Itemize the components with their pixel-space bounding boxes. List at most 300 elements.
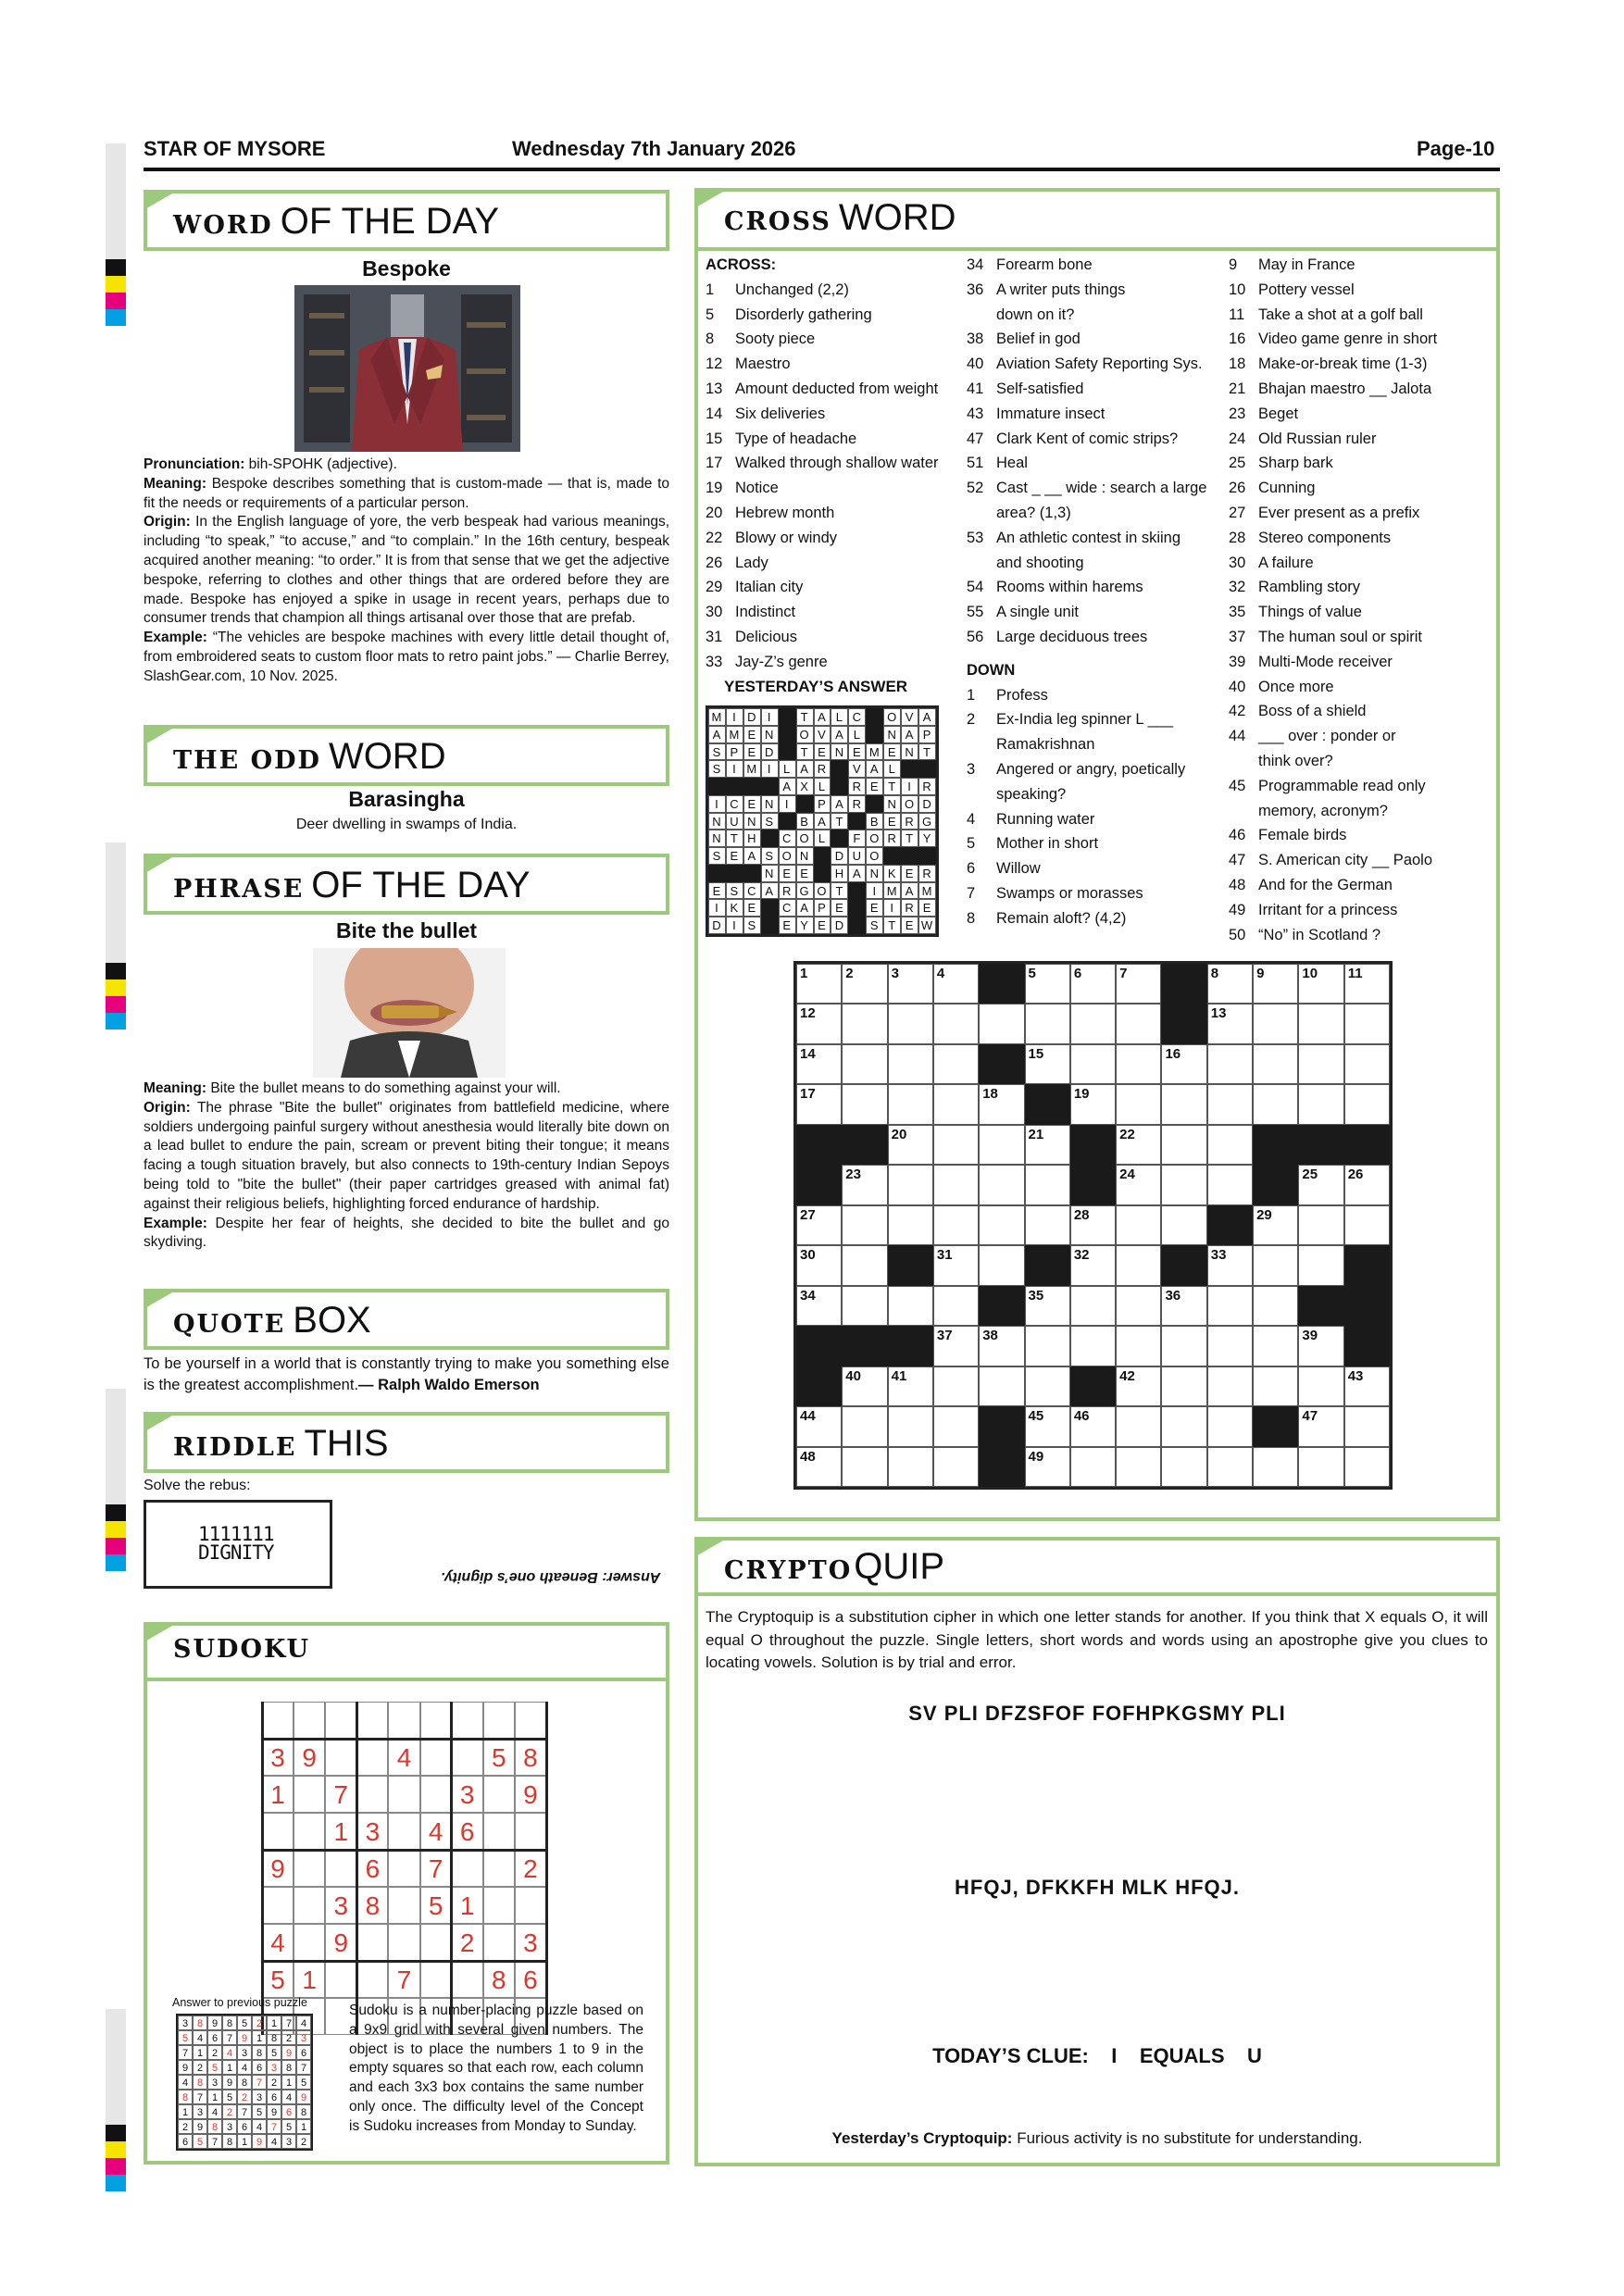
- crossword-cell[interactable]: [933, 1286, 979, 1326]
- crossword-cell[interactable]: [1298, 1044, 1343, 1084]
- cell-number: 13: [1210, 1005, 1227, 1022]
- clue-text: Hebrew month: [735, 504, 835, 521]
- crossword-cell[interactable]: [1344, 1165, 1390, 1204]
- sudoku-grid[interactable]: [262, 1702, 546, 2035]
- sudoku-empty-cell[interactable]: [420, 1739, 452, 1776]
- sudoku-empty-cell[interactable]: [294, 1850, 325, 1887]
- sudoku-empty-cell[interactable]: [483, 1887, 515, 1924]
- sudoku-empty-cell[interactable]: [262, 1887, 294, 1924]
- answer-cell: [796, 847, 814, 865]
- answer-cell: [848, 743, 866, 761]
- answer-cell: [796, 917, 814, 934]
- crossword-cell[interactable]: [979, 1084, 1024, 1124]
- sudoku-empty-cell[interactable]: [356, 1924, 388, 1961]
- sudoku-empty-cell[interactable]: [325, 1739, 356, 1776]
- answer-cell: [918, 847, 936, 865]
- answer-cell: [901, 865, 918, 882]
- crossword-cell[interactable]: [888, 1447, 933, 1487]
- crossword-cell[interactable]: [1116, 1004, 1161, 1043]
- answer-cell: [901, 899, 918, 917]
- clue: [706, 551, 956, 576]
- section-title: CROSS WORD: [724, 197, 956, 238]
- sudoku-empty-cell[interactable]: [388, 1776, 419, 1813]
- sudoku-empty-cell[interactable]: [388, 1924, 419, 1961]
- crossword-cell[interactable]: [1207, 1286, 1253, 1326]
- crossword-cell[interactable]: [1025, 1165, 1070, 1204]
- sudoku-empty-cell[interactable]: [452, 1850, 483, 1887]
- crossword-cell[interactable]: [979, 1245, 1024, 1285]
- sudoku-empty-cell[interactable]: [420, 1924, 452, 1961]
- answer-cell: [901, 882, 918, 900]
- crossword-cell[interactable]: [1025, 1326, 1070, 1366]
- clue: [706, 352, 956, 377]
- previous-sudoku-cell: 1: [252, 2030, 267, 2045]
- crossword-cell[interactable]: [1025, 1286, 1070, 1326]
- crossword-cell[interactable]: [1207, 1245, 1253, 1285]
- sudoku-empty-cell[interactable]: [356, 1961, 388, 1998]
- crossword-cell[interactable]: [888, 1286, 933, 1326]
- sudoku-empty-cell[interactable]: [325, 1961, 356, 1998]
- crossword-cell[interactable]: [1207, 1366, 1253, 1406]
- clue: [967, 600, 1235, 625]
- clue-number: 8: [967, 909, 976, 927]
- clue-text: Self-satisfied: [996, 380, 1084, 397]
- crossword-cell[interactable]: [1253, 1326, 1298, 1366]
- crossword-cell[interactable]: [1253, 1004, 1298, 1043]
- crossword-black-cell: [979, 964, 1024, 1004]
- crossword-cell[interactable]: [1253, 1084, 1298, 1124]
- answer-cell: [831, 795, 848, 813]
- crossword-cell[interactable]: [1298, 1366, 1343, 1406]
- sudoku-empty-cell[interactable]: [356, 1776, 388, 1813]
- crossword-cell[interactable]: [888, 1004, 933, 1043]
- crossword-cell[interactable]: [933, 1084, 979, 1124]
- crossword-cell[interactable]: [1344, 1044, 1390, 1084]
- sudoku-empty-cell[interactable]: [262, 1702, 294, 1739]
- crossword-cell[interactable]: [1161, 1286, 1206, 1326]
- sudoku-empty-cell[interactable]: [294, 1776, 325, 1813]
- crossword-cell[interactable]: [933, 1044, 979, 1084]
- answer-cell: [883, 778, 901, 795]
- crossword-cell[interactable]: [1207, 1084, 1253, 1124]
- sudoku-empty-cell[interactable]: [452, 1739, 483, 1776]
- crossword-cell[interactable]: [1070, 1406, 1116, 1446]
- print-swatch: [106, 1521, 126, 1538]
- clue: [1229, 774, 1497, 799]
- crossword-cell[interactable]: [1344, 1366, 1390, 1406]
- clue: [1229, 799, 1497, 824]
- crossword-cell[interactable]: [1207, 1044, 1253, 1084]
- clue: [706, 427, 956, 452]
- clue-text: Unchanged (2,2): [735, 281, 849, 298]
- clue-number: 20: [706, 504, 723, 521]
- answer-cell: [726, 813, 743, 830]
- clue: [1229, 923, 1497, 948]
- crossword-cell[interactable]: [933, 1366, 979, 1406]
- crossword-cell[interactable]: [1207, 1004, 1253, 1043]
- crossword-cell[interactable]: [1207, 1447, 1253, 1487]
- sudoku-empty-cell[interactable]: [420, 1702, 452, 1739]
- crossword-cell[interactable]: [796, 964, 842, 1004]
- crossword-cell[interactable]: [933, 1245, 979, 1285]
- clue-text: Pottery vessel: [1258, 281, 1355, 298]
- crossword-cell[interactable]: [888, 1125, 933, 1165]
- crossword-cell[interactable]: [1298, 1406, 1343, 1446]
- crossword-cell[interactable]: [1253, 1286, 1298, 1326]
- answer-cell: [883, 882, 901, 900]
- section-title: QUOTE BOX: [173, 1300, 371, 1341]
- answer-cell: [726, 899, 743, 917]
- crossword-cell[interactable]: [888, 964, 933, 1004]
- sudoku-empty-cell[interactable]: [420, 1776, 452, 1813]
- crossword-cell[interactable]: [842, 1004, 887, 1043]
- crossword-cell[interactable]: [1070, 1286, 1116, 1326]
- answer-cell: [918, 743, 936, 761]
- sudoku-empty-cell[interactable]: [388, 1702, 419, 1739]
- crossword-cell[interactable]: [1070, 1004, 1116, 1043]
- crossword-cell[interactable]: [1298, 1326, 1343, 1366]
- crossword-cell[interactable]: [1070, 1044, 1116, 1084]
- crossword-cell[interactable]: [1025, 964, 1070, 1004]
- answer-cell: [796, 708, 814, 726]
- crossword-cell[interactable]: [979, 1205, 1024, 1245]
- crossword-cell[interactable]: [979, 1125, 1024, 1165]
- crossword-cell[interactable]: [1116, 964, 1161, 1004]
- answer-cell: [761, 917, 779, 934]
- previous-sudoku-cell: 9: [207, 2015, 222, 2030]
- sudoku-empty-cell[interactable]: [294, 1813, 325, 1850]
- crossword-cell[interactable]: [1116, 1125, 1161, 1165]
- crossword-cell[interactable]: [1253, 964, 1298, 1004]
- sudoku-empty-cell[interactable]: [483, 1850, 515, 1887]
- answer-letter: A: [818, 710, 827, 724]
- crossword-cell[interactable]: [888, 1165, 933, 1204]
- answer-cell: [866, 917, 883, 934]
- crossword-cell[interactable]: [888, 1366, 933, 1406]
- sudoku-empty-cell[interactable]: [262, 1813, 294, 1850]
- crossword-cell[interactable]: [1207, 1165, 1253, 1204]
- clue: [967, 253, 1235, 278]
- crossword-cell[interactable]: [1116, 1447, 1161, 1487]
- crossword-cell[interactable]: [1161, 1406, 1206, 1446]
- clue-number: 53: [967, 529, 984, 546]
- crossword-cell[interactable]: [796, 1004, 842, 1043]
- clue-number: 54: [967, 579, 984, 596]
- sudoku-empty-cell[interactable]: [483, 1776, 515, 1813]
- answer-letter: E: [922, 901, 932, 916]
- answer-cell: [796, 813, 814, 830]
- sudoku-empty-cell[interactable]: [483, 1702, 515, 1739]
- answer-letter: N: [712, 814, 722, 829]
- crossword-cell[interactable]: [796, 1447, 842, 1487]
- sudoku-empty-cell[interactable]: [515, 1813, 546, 1850]
- crossword-cell[interactable]: [1070, 1447, 1116, 1487]
- crossword-cell[interactable]: [1207, 1406, 1253, 1446]
- sudoku-empty-cell[interactable]: [452, 1702, 483, 1739]
- answer-cell: [708, 899, 726, 917]
- clue-number: 25: [1229, 455, 1246, 472]
- sudoku-empty-cell[interactable]: [325, 1702, 356, 1739]
- sudoku-description: Sudoku is a number-placing puzzle based on a 9x9 grid with several given numbers. The object is to place the numbers 1 to 9 in the empty squares so that each row, each column and each 3x3 box contains the same number only once. The difficulty level of the Concept is Sudoku increases from Monday to Sunday.: [349, 2003, 643, 2134]
- answer-cell: [901, 830, 918, 847]
- previous-sudoku-cell: 7: [207, 2134, 222, 2149]
- crossword-cell[interactable]: [933, 1447, 979, 1487]
- cryptoquip-clue: TODAY’S CLUE: I EQUALS U: [932, 2044, 1262, 2067]
- crossword-cell[interactable]: [1344, 964, 1390, 1004]
- crossword-cell[interactable]: [1298, 1205, 1343, 1245]
- crossword-cell[interactable]: [1070, 1326, 1116, 1366]
- crossword-cell[interactable]: [842, 1245, 887, 1285]
- crossword-cell[interactable]: [796, 1084, 842, 1124]
- crossword-cell[interactable]: [933, 1004, 979, 1043]
- cell-number: 2: [845, 966, 854, 981]
- answer-letter: A: [905, 727, 915, 742]
- crossword-cell[interactable]: [1025, 1125, 1070, 1165]
- crossword-black-cell: [796, 1165, 842, 1204]
- crossword-cell[interactable]: [1070, 1245, 1116, 1285]
- crossword-cell[interactable]: [1344, 1406, 1390, 1446]
- sudoku-empty-cell[interactable]: [452, 1961, 483, 1998]
- crossword-cell[interactable]: [1116, 1366, 1161, 1406]
- answer-letter: L: [783, 762, 792, 777]
- crossword-cell[interactable]: [888, 1044, 933, 1084]
- crossword-cell[interactable]: [1253, 1044, 1298, 1084]
- crossword-cell[interactable]: [888, 1084, 933, 1124]
- crossword-cell[interactable]: [842, 964, 887, 1004]
- crossword-cell[interactable]: [1344, 1205, 1390, 1245]
- crossword-cell[interactable]: [1025, 1447, 1070, 1487]
- crossword-cell[interactable]: [1161, 1044, 1206, 1084]
- crossword-cell[interactable]: [979, 1004, 1024, 1043]
- answer-letter: C: [781, 901, 793, 916]
- clue-text: Blowy or windy: [735, 529, 838, 546]
- sudoku-given-cell: 9: [262, 1850, 294, 1887]
- answer-letter: C: [852, 710, 863, 724]
- crossword-cell[interactable]: [1298, 1447, 1343, 1487]
- clue-text: Running water: [996, 810, 1095, 828]
- clue-number: 26: [1229, 480, 1246, 497]
- crossword-cell[interactable]: [1161, 1125, 1206, 1165]
- crossword-cell[interactable]: [1116, 1205, 1161, 1245]
- answer-letter: R: [817, 762, 828, 777]
- answer-letter: N: [887, 796, 897, 811]
- crossword-cell[interactable]: [842, 1205, 887, 1245]
- crossword-cell[interactable]: [1161, 1084, 1206, 1124]
- previous-sudoku-cell: 3: [252, 2090, 267, 2104]
- crossword-cell[interactable]: [1344, 1447, 1390, 1487]
- crossword-cell[interactable]: [796, 1286, 842, 1326]
- sudoku-given-cell: 3: [452, 1776, 483, 1813]
- answer-letter: I: [732, 762, 737, 777]
- answer-cell: [866, 813, 883, 830]
- crossword-cell[interactable]: [1253, 1245, 1298, 1285]
- crossword-cell[interactable]: [933, 1125, 979, 1165]
- crossword-cell[interactable]: [1116, 1406, 1161, 1446]
- crossword-cell[interactable]: [1344, 1004, 1390, 1043]
- crossword-cell[interactable]: [1116, 1165, 1161, 1204]
- crossword-cell[interactable]: [1116, 1245, 1161, 1285]
- crossword-cell[interactable]: [933, 1165, 979, 1204]
- crossword-cell[interactable]: [1070, 964, 1116, 1004]
- crossword-cell[interactable]: [1253, 1447, 1298, 1487]
- answer-cell: [831, 743, 848, 761]
- crossword-cell[interactable]: [842, 1406, 887, 1446]
- answer-cell: [779, 882, 796, 900]
- crossword-black-cell: [1344, 1286, 1390, 1326]
- crossword-cell[interactable]: [842, 1084, 887, 1124]
- clue-text: A single unit: [996, 604, 1079, 621]
- crossword-cell[interactable]: [796, 1245, 842, 1285]
- crossword-cell[interactable]: [1298, 1165, 1343, 1204]
- sudoku-empty-cell[interactable]: [420, 1961, 452, 1998]
- clue-number: 35: [1229, 604, 1246, 621]
- sudoku-empty-cell[interactable]: [356, 1702, 388, 1739]
- crossword-cell[interactable]: [979, 1165, 1024, 1204]
- crossword-cell[interactable]: [1116, 1084, 1161, 1124]
- sudoku-empty-cell[interactable]: [388, 1850, 419, 1887]
- answer-cell: [761, 865, 779, 882]
- sudoku-empty-cell[interactable]: [356, 1739, 388, 1776]
- riddle-prompt: Solve the rebus:: [144, 1478, 251, 1493]
- clue-text: A failure: [1258, 554, 1314, 571]
- clue-number: [1229, 799, 1258, 824]
- clue-number: 24: [1229, 430, 1246, 447]
- crossword-cell[interactable]: [1116, 1326, 1161, 1366]
- sudoku-empty-cell[interactable]: [483, 1924, 515, 1961]
- crossword-grid[interactable]: [793, 961, 1393, 1490]
- sudoku-empty-cell[interactable]: [515, 1702, 546, 1739]
- crossword-cell[interactable]: [796, 1044, 842, 1084]
- answer-cell: [779, 847, 796, 865]
- crossword-cell[interactable]: [1207, 1326, 1253, 1366]
- crossword-black-cell: [842, 1326, 887, 1366]
- crossword-cell[interactable]: [1298, 1084, 1343, 1124]
- answer-cell: [883, 795, 901, 813]
- clue: [967, 278, 1235, 303]
- answer-cell: [743, 795, 761, 813]
- crossword-cell[interactable]: [888, 1406, 933, 1446]
- crossword-cell[interactable]: [1025, 1044, 1070, 1084]
- crossword-cell[interactable]: [1298, 1004, 1343, 1043]
- crossword-cell[interactable]: [842, 1447, 887, 1487]
- sudoku-empty-cell[interactable]: [294, 1702, 325, 1739]
- previous-sudoku-cell: 2: [237, 2090, 252, 2104]
- sudoku-empty-cell[interactable]: [388, 1813, 419, 1850]
- answer-letter: N: [747, 814, 757, 829]
- crossword-cell[interactable]: [1161, 1447, 1206, 1487]
- answer-cell: [761, 726, 779, 743]
- crossword-cell[interactable]: [1070, 1205, 1116, 1245]
- crossword-cell[interactable]: [933, 1205, 979, 1245]
- answer-cell: [883, 865, 901, 882]
- crossword-cell[interactable]: [933, 964, 979, 1004]
- crossword-cell[interactable]: [1298, 1245, 1343, 1285]
- crossword-cell[interactable]: [933, 1406, 979, 1446]
- answer-letter: I: [872, 883, 878, 898]
- crossword-cell[interactable]: [796, 1406, 842, 1446]
- answer-letter: U: [730, 814, 740, 829]
- sudoku-empty-cell[interactable]: [388, 1887, 419, 1924]
- answer-letter: U: [852, 849, 863, 864]
- answer-cell: [743, 778, 761, 795]
- cell-number: 48: [800, 1448, 816, 1465]
- crossword-cell[interactable]: [888, 1205, 933, 1245]
- crossword-cell[interactable]: [1025, 1366, 1070, 1406]
- crossword-cell[interactable]: [1253, 1205, 1298, 1245]
- previous-sudoku-cell: 4: [178, 2075, 193, 2090]
- clue-text: Swamps or morasses: [996, 884, 1143, 902]
- crossword-cell[interactable]: [1344, 1084, 1390, 1124]
- clue-text: Cunning: [1258, 480, 1316, 497]
- sudoku-empty-cell[interactable]: [294, 1924, 325, 1961]
- answer-cell: [831, 708, 848, 726]
- crossword-cell[interactable]: [1025, 1406, 1070, 1446]
- clue-number: 15: [706, 430, 723, 447]
- crossword-cell[interactable]: [1161, 1165, 1206, 1204]
- cell-number: 37: [936, 1328, 953, 1344]
- down-heading: DOWN: [967, 661, 1016, 679]
- cell-number: 26: [1347, 1167, 1364, 1183]
- sudoku-empty-cell[interactable]: [515, 1887, 546, 1924]
- crossword-cell[interactable]: [1161, 1326, 1206, 1366]
- crossword-cell[interactable]: [979, 1326, 1024, 1366]
- crossword-cell[interactable]: [1207, 964, 1253, 1004]
- crossword-cell[interactable]: [1161, 1366, 1206, 1406]
- crossword-cell[interactable]: [1253, 1366, 1298, 1406]
- crossword-cell[interactable]: [1025, 1205, 1070, 1245]
- previous-sudoku-cell: 8: [237, 2075, 252, 2090]
- clue-text: Indistinct: [735, 604, 796, 621]
- clue: [706, 451, 956, 476]
- sudoku-empty-cell[interactable]: [294, 1887, 325, 1924]
- crossword-cell[interactable]: [842, 1044, 887, 1084]
- rebus-bottom: DIGNITY: [198, 1541, 274, 1564]
- answer-letter: I: [767, 762, 772, 777]
- answer-letter: R: [781, 883, 793, 898]
- crossword-cell[interactable]: [933, 1326, 979, 1366]
- crossword-cell[interactable]: [1116, 1286, 1161, 1326]
- crossword-cell[interactable]: [1298, 964, 1343, 1004]
- previous-sudoku-cell: 8: [281, 2060, 296, 2075]
- crossword-cell[interactable]: [1207, 1125, 1253, 1165]
- answer-letter: R: [887, 831, 897, 846]
- crossword-cell[interactable]: [842, 1286, 887, 1326]
- answer-cell: [883, 726, 901, 743]
- clue-number: 30: [1229, 554, 1246, 571]
- answer-letter: E: [887, 744, 897, 759]
- previous-sudoku-cell: 2: [296, 2134, 311, 2149]
- previous-sudoku-cell: 5: [267, 2045, 281, 2060]
- crossword-cell[interactable]: [979, 1366, 1024, 1406]
- previous-sudoku-cell: 4: [222, 2045, 237, 2060]
- crossword-cell[interactable]: [1025, 1004, 1070, 1043]
- crossword-cell[interactable]: [1161, 1205, 1206, 1245]
- clue-number: 14: [706, 405, 723, 422]
- crossword-cell[interactable]: [1116, 1044, 1161, 1084]
- answer-cell: [761, 743, 779, 761]
- sudoku-empty-cell[interactable]: [325, 1850, 356, 1887]
- answer-letter: F: [853, 831, 862, 846]
- crossword-cell[interactable]: [842, 1165, 887, 1204]
- crossword-cell[interactable]: [1070, 1084, 1116, 1124]
- cell-number: 41: [891, 1367, 907, 1384]
- previous-sudoku-cell: 4: [281, 2090, 296, 2104]
- answer-letter: O: [887, 710, 898, 724]
- crossword-cell[interactable]: [796, 1205, 842, 1245]
- sudoku-given-cell: 1: [294, 1961, 325, 1998]
- crossword-cell[interactable]: [842, 1366, 887, 1406]
- sudoku-empty-cell[interactable]: [483, 1813, 515, 1850]
